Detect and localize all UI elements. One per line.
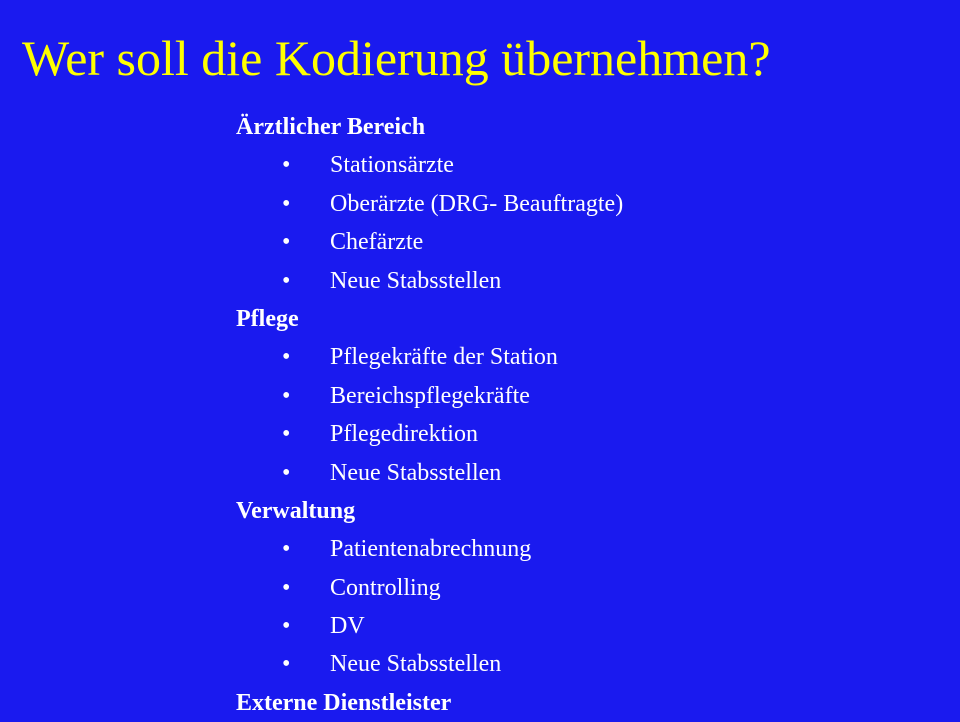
bullet-icon: • bbox=[282, 267, 291, 294]
list-item-text: Neue Stabsstellen bbox=[330, 267, 502, 294]
slide-content bbox=[236, 108, 936, 722]
list-item bbox=[236, 569, 936, 607]
section-pflege bbox=[236, 300, 936, 492]
list-item bbox=[236, 146, 936, 184]
bullet-list bbox=[236, 338, 936, 492]
list-item-text: Neue Stabsstellen bbox=[330, 459, 502, 486]
list-item bbox=[236, 262, 936, 300]
list-item bbox=[236, 645, 936, 683]
slide-title: Wer soll die Kodierung übernehmen? bbox=[22, 30, 771, 86]
list-item-text: Oberärzte (DRG- Beauftragte) bbox=[330, 190, 624, 217]
bullet-list bbox=[236, 146, 936, 300]
section-heading: Ärztlicher Bereich bbox=[236, 114, 426, 140]
list-item bbox=[236, 415, 936, 453]
list-item bbox=[236, 607, 936, 645]
list-item-text: Stationsärzte bbox=[330, 152, 454, 179]
list-item-text: Controlling bbox=[330, 574, 441, 601]
list-item-text: Pflegedirektion bbox=[330, 421, 478, 448]
list-item bbox=[236, 454, 936, 492]
list-item-text: Neue Stabsstellen bbox=[330, 651, 502, 678]
list-item bbox=[236, 530, 936, 568]
bullet-icon: • bbox=[282, 651, 291, 678]
bullet-icon: • bbox=[282, 344, 291, 371]
section-heading: Pflege bbox=[236, 305, 299, 332]
list-item-text: Patientenabrechnung bbox=[330, 536, 532, 563]
list-item-text: Bereichspflegekräfte bbox=[330, 382, 530, 409]
list-item bbox=[236, 338, 936, 376]
section-aerztlicher-bereich bbox=[236, 108, 936, 300]
bullet-icon: • bbox=[282, 536, 291, 563]
list-item bbox=[236, 377, 936, 415]
bullet-icon: • bbox=[282, 613, 291, 640]
bullet-icon: • bbox=[282, 421, 291, 448]
bullet-list bbox=[236, 530, 936, 684]
section-externe-dienstleister bbox=[236, 684, 936, 722]
list-item-text: DV bbox=[330, 613, 365, 640]
bullet-icon: • bbox=[282, 152, 291, 179]
list-item-text: Chefärzte bbox=[330, 229, 424, 256]
bullet-icon: • bbox=[282, 574, 291, 601]
bullet-icon: • bbox=[282, 382, 291, 409]
bullet-icon: • bbox=[282, 190, 291, 217]
section-heading: Externe Dienstleister bbox=[236, 689, 452, 716]
bullet-icon: • bbox=[282, 229, 291, 256]
list-item-text: Pflegekräfte der Station bbox=[330, 344, 558, 371]
bullet-icon: • bbox=[282, 459, 291, 486]
section-verwaltung bbox=[236, 492, 936, 684]
list-item bbox=[236, 223, 936, 261]
section-heading: Verwaltung bbox=[236, 497, 356, 524]
list-item bbox=[236, 185, 936, 223]
